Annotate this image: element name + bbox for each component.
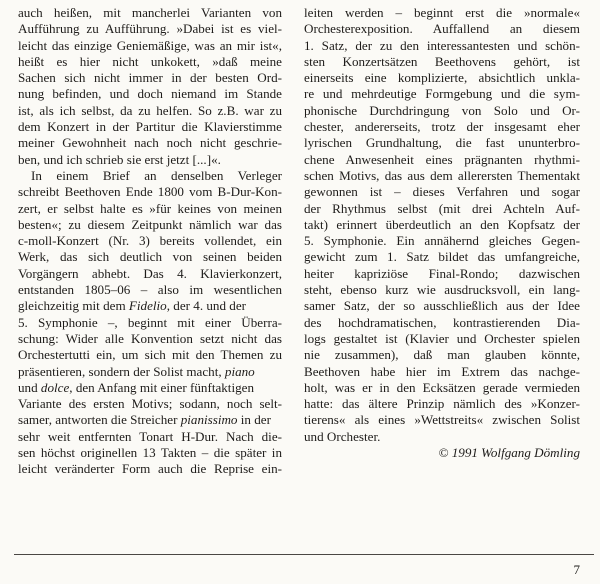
text-run: , der 4. und der xyxy=(166,298,247,314)
text-line: 1. Satz, der zu den interessantesten und schön- xyxy=(304,37,580,53)
text-line: chester, andererseits, trotz der insgesamt eher xyxy=(304,119,580,135)
text-line: tierens« als eines »Wettstreits« zwischen Solist xyxy=(304,412,580,428)
text-run: samer, antworten die Streicher xyxy=(18,412,181,428)
text-line: Aufführung zu Aufführung. »Dabei ist es viel- xyxy=(18,21,282,37)
text-run: und xyxy=(18,379,41,395)
text-line: chene Anwesenheit eines prägnanten rhythmi- xyxy=(304,151,580,167)
text-line: phonische Durchdringung von Solo und Or- xyxy=(304,102,580,118)
text-line: hatte: das ältere Prinzip nämlich des »Konzer- xyxy=(304,396,580,412)
text-line: meiner Gewohnheit nach noch nicht geschrie- xyxy=(18,135,282,151)
right-text-column xyxy=(304,5,580,445)
text-line: auch heißen, mit mancherlei Varianten von xyxy=(18,5,282,20)
text-line: Orchesterexposition. Auffallend an diesem xyxy=(304,21,580,37)
text-line: Variante des ersten Motivs; sodann, noch selt- xyxy=(18,396,282,412)
text-run: gleichzeitig mit dem xyxy=(18,298,129,314)
dynamic-marking: pianissimo xyxy=(180,412,238,428)
text-line: ben, und ich schrieb sie erst jetzt [...]«. xyxy=(18,151,221,167)
text-line: logs gestaltet ist (Klavier und Orchester spielen xyxy=(304,330,580,346)
text-line: re und mehrdeutige Formgebung und die sym- xyxy=(304,86,580,102)
text-line: gewicht zum 1. Satz bildet das umfangreiche, xyxy=(304,249,580,265)
text-line xyxy=(18,364,282,380)
text-line xyxy=(18,412,282,428)
text-line: heißt es hier nicht unkokett, »daß meine xyxy=(18,53,282,69)
text-line: entstanden 1805–06 – also im wesentlichen xyxy=(18,282,282,298)
text-line: leiten werden – beginnt erst die »normale« xyxy=(304,5,580,20)
text-line: Sachen sich nicht immer in der besten Ord- xyxy=(18,70,282,86)
author-credit: © 1991 Wolfgang Dömling xyxy=(438,445,580,460)
page-number: 7 xyxy=(573,562,580,577)
text-line: 5. Symphonie –, beginnt mit einer Überra- xyxy=(18,314,282,330)
work-title: Fidelio xyxy=(128,298,167,314)
text-run: , den Anfang mit einer fünftaktigen xyxy=(69,379,254,395)
text-line: und Orchester. xyxy=(304,428,381,444)
text-line: besten«; zu diesem Zeitpunkt nämlich war das xyxy=(18,216,282,232)
text-line: ist, als ich selbst, da zu helfen. So z.B. war zu xyxy=(18,102,282,118)
text-line: steht, ebenso kurz wie ausdrucksvoll, ein lang- xyxy=(304,282,580,298)
text-line: schreibt Beethoven Ende 1800 vom B-Dur-Kon- xyxy=(18,184,282,200)
text-line: des hochdramatischen, kontrastierenden Dia- xyxy=(304,314,580,330)
text-line: Beethoven habe hier im Extrem das nachge- xyxy=(304,363,580,379)
text-line xyxy=(18,298,282,314)
text-line: gewonnen ist – dieses Verfahren und sogar xyxy=(304,184,580,200)
paragraph-first-line: In einem Brief an denselben Verleger xyxy=(31,167,282,183)
text-line: sen höchst originellen 13 Takten – die später in xyxy=(18,445,282,461)
text-run: in der xyxy=(237,412,271,428)
text-line: Werk, das sich deutlich von seinen beiden xyxy=(18,249,282,265)
text-line: c-moll-Konzert (Nr. 3) bereits vollendet, ein xyxy=(18,233,282,249)
left-text-column xyxy=(18,5,282,478)
text-line: lyrischen Grundhaltung, die fast ununterbro- xyxy=(304,135,580,151)
text-line: einerseits eine komplizierte, absichtlich unkla- xyxy=(304,70,580,86)
text-line: sten Konzertsätzen Beethovens gehört, ist xyxy=(304,53,580,69)
text-line: dem Konzert in der Partitur die Klavierstimme xyxy=(18,119,282,135)
text-line: leicht das einzige Geniemäßige, was an mir ist«, xyxy=(18,37,282,53)
text-line: der Rhythmus selbst (mit drei Achteln Auf- xyxy=(304,200,580,216)
text-line: takt) erinnert überdeutlich an den Kopfsatz der xyxy=(304,216,580,232)
text-line: holt, was er in den Ecksätzen gerade vermieden xyxy=(304,379,580,395)
footer-divider xyxy=(14,554,594,555)
text-line: schung: Wider alle Konvention setzt nicht das xyxy=(18,330,282,346)
text-line: sehr weit entfernten Tonart H-Dur. Nach die- xyxy=(18,428,282,444)
text-line: zert, er selbst halte es »für keines von meinen xyxy=(18,200,282,216)
text-line: schen Motivs, das aus dem allerersten Thementakt xyxy=(304,167,580,183)
text-line: nung befinden, und doch niemand im Stande xyxy=(18,86,282,102)
dynamic-marking: piano xyxy=(224,363,255,379)
text-line: nie zusammen), daß man glauben könnte, xyxy=(304,347,580,363)
text-line xyxy=(18,380,282,396)
text-line: leicht veränderter Form auch die Reprise ein- xyxy=(18,461,282,477)
text-line: samer Satz, der so ausschließlich aus der Idee xyxy=(304,298,580,314)
text-line: Orchestertutti ein, um sich mit den Themen zu xyxy=(18,347,282,363)
text-line: 5. Symphonie. Ein annähernd gleiches Gegen- xyxy=(304,233,580,249)
text-run: präsentieren, sondern der Solist macht, xyxy=(18,363,225,379)
text-line: heiter kapriziöse Final-Rondo; dazwischen xyxy=(304,265,580,281)
dynamic-marking: dolce xyxy=(40,379,70,395)
text-line: Vorgängern abhebt. Das 4. Klavierkonzert, xyxy=(18,265,282,281)
